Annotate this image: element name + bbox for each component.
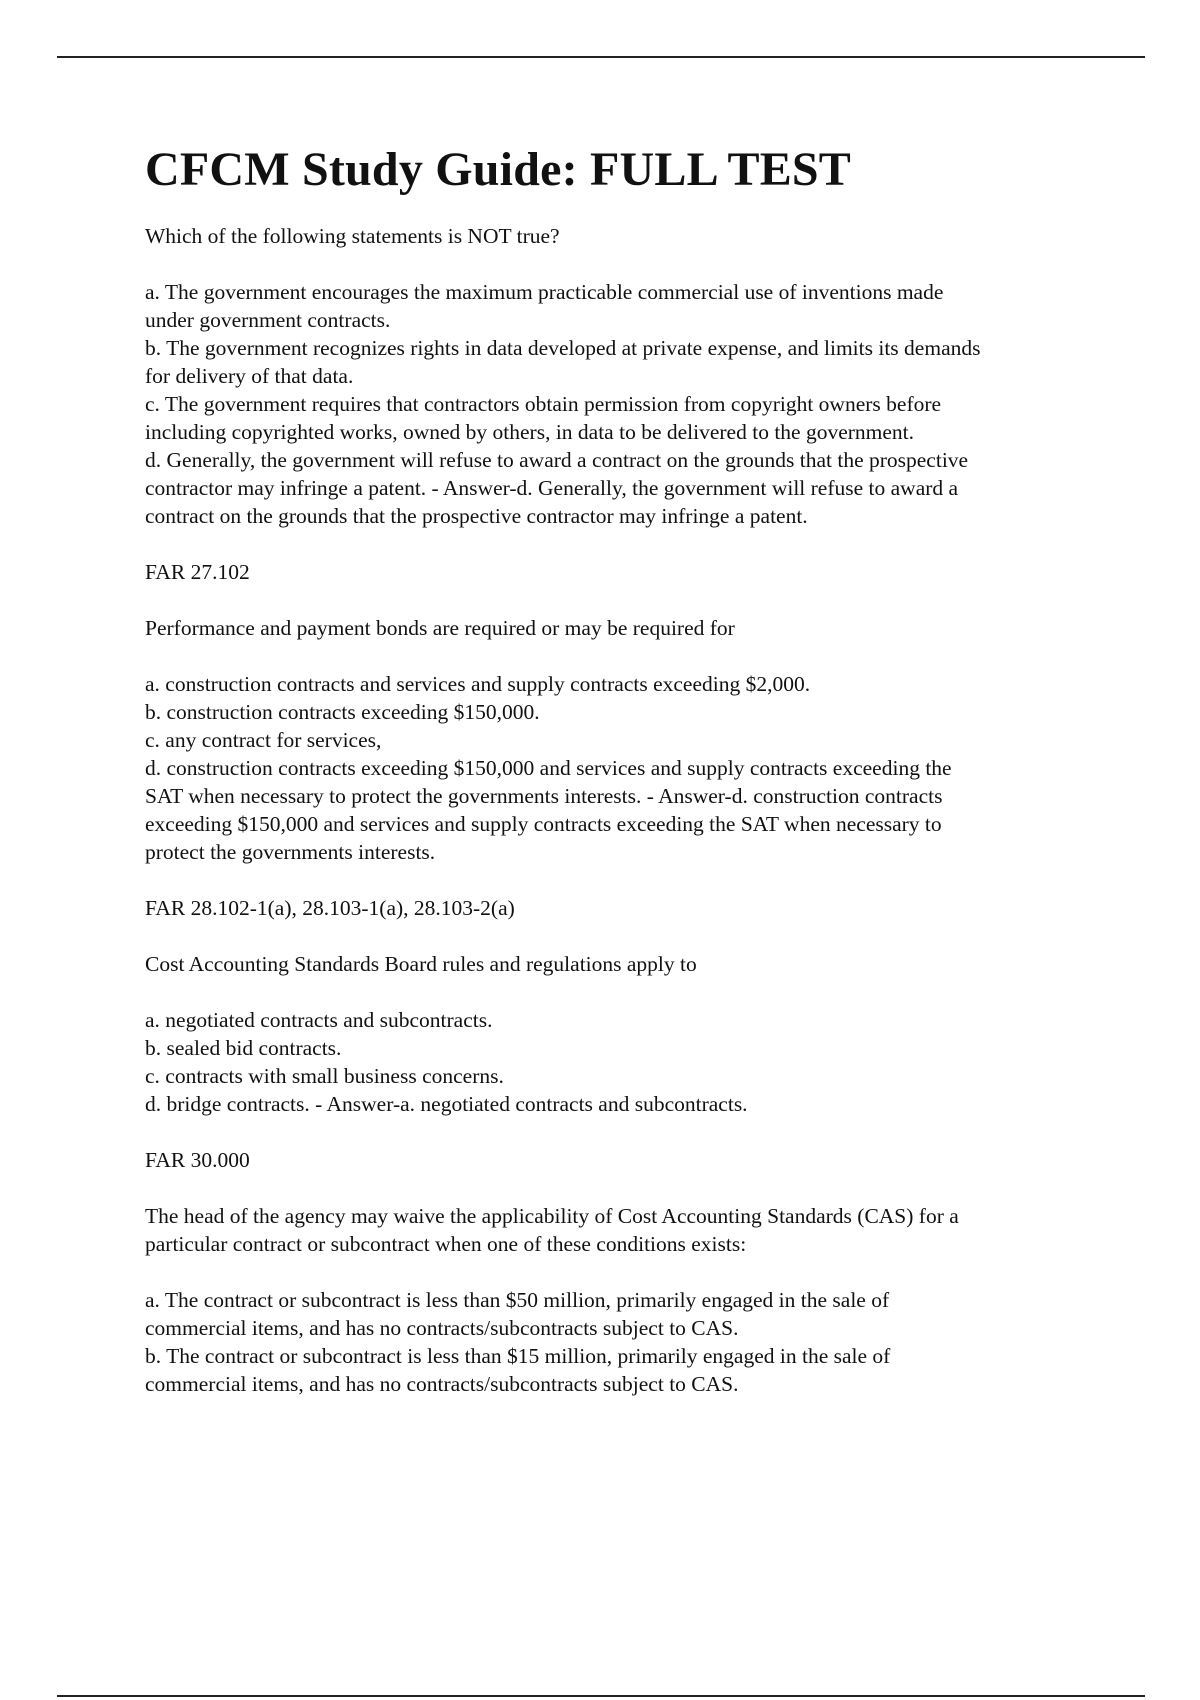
text-line: Performance and payment bonds are required or may be required for [145,616,735,640]
paragraph-gap [145,1118,1105,1146]
text-line: c. any contract for services, [145,728,382,752]
paragraph-gap [145,250,1105,278]
paragraph-gap [145,586,1105,614]
paragraph-gap [145,1258,1105,1286]
paragraph [145,222,1105,250]
document-body [145,140,1105,1398]
text-line: for delivery of that data. [145,364,354,388]
text-line: including copyrighted works, owned by others, in data to be delivered to the government. [145,420,915,444]
text-line: b. The contract or subcontract is less than $15 million, primarily engaged in the sale of [145,1344,891,1368]
text-line: contract on the grounds that the prospective contractor may infringe a patent. [145,504,808,528]
text-line: FAR 27.102 [145,560,250,584]
text-line: Which of the following statements is NOT true? [145,224,560,248]
text-line: under government contracts. [145,308,391,332]
text-line: Cost Accounting Standards Board rules and regulations apply to [145,952,697,976]
text-line: particular contract or subcontract when one of these conditions exists: [145,1232,747,1256]
text-line: The head of the agency may waive the applicability of Cost Accounting Standards (CAS) for a [145,1204,959,1228]
paragraph [145,894,1105,922]
text-line: a. negotiated contracts and subcontracts. [145,1008,493,1032]
paragraph [145,1202,1105,1258]
question-blocks [145,222,1105,1398]
text-line: protect the governments interests. [145,840,436,864]
paragraph-gap [145,642,1105,670]
text-line: contractor may infringe a patent. - Answer-d. Generally, the government will refuse to award a [145,476,959,500]
paragraph-gap [145,866,1105,894]
paragraph-gap [145,1174,1105,1202]
paragraph [145,1006,1105,1118]
text-line: d. Generally, the government will refuse to award a contract on the grounds that the prospective [145,448,969,472]
paragraph [145,950,1105,978]
text-line: commercial items, and has no contracts/subcontracts subject to CAS. [145,1372,739,1396]
paragraph [145,558,1105,586]
paragraph [145,670,1105,866]
paragraph [145,278,1105,530]
paragraph-gap [145,530,1105,558]
text-line: a. The contract or subcontract is less than $50 million, primarily engaged in the sale of [145,1288,890,1312]
text-line: FAR 30.000 [145,1148,250,1172]
text-line: a. The government encourages the maximum practicable commercial use of inventions made [145,280,944,304]
text-line: c. The government requires that contractors obtain permission from copyright owners before [145,392,942,416]
text-line: d. bridge contracts. - Answer-a. negotiated contracts and subcontracts. [145,1092,748,1116]
text-line: d. construction contracts exceeding $150,000 and services and supply contracts exceeding the [145,756,952,780]
bottom-rule [57,1695,1145,1697]
paragraph [145,1286,1105,1398]
text-line: a. construction contracts and services and supply contracts exceeding $2,000. [145,672,811,696]
document-title: CFCM Study Guide: FULL TEST [145,143,852,196]
paragraph-gap [145,978,1105,1006]
paragraph [145,1146,1105,1174]
top-rule [57,56,1145,58]
text-line: b. construction contracts exceeding $150,000. [145,700,540,724]
text-line: b. sealed bid contracts. [145,1036,342,1060]
text-line: FAR 28.102-1(a), 28.103-1(a), 28.103-2(a) [145,896,515,920]
paragraph [145,614,1105,642]
text-line: commercial items, and has no contracts/subcontracts subject to CAS. [145,1316,739,1340]
text-line: SAT when necessary to protect the governments interests. - Answer-d. construction contracts [145,784,943,808]
paragraph-gap [145,922,1105,950]
text-line: exceeding $150,000 and services and supply contracts exceeding the SAT when necessary to [145,812,942,836]
text-line: c. contracts with small business concerns. [145,1064,504,1088]
text-line: b. The government recognizes rights in data developed at private expense, and limits its demands [145,336,981,360]
